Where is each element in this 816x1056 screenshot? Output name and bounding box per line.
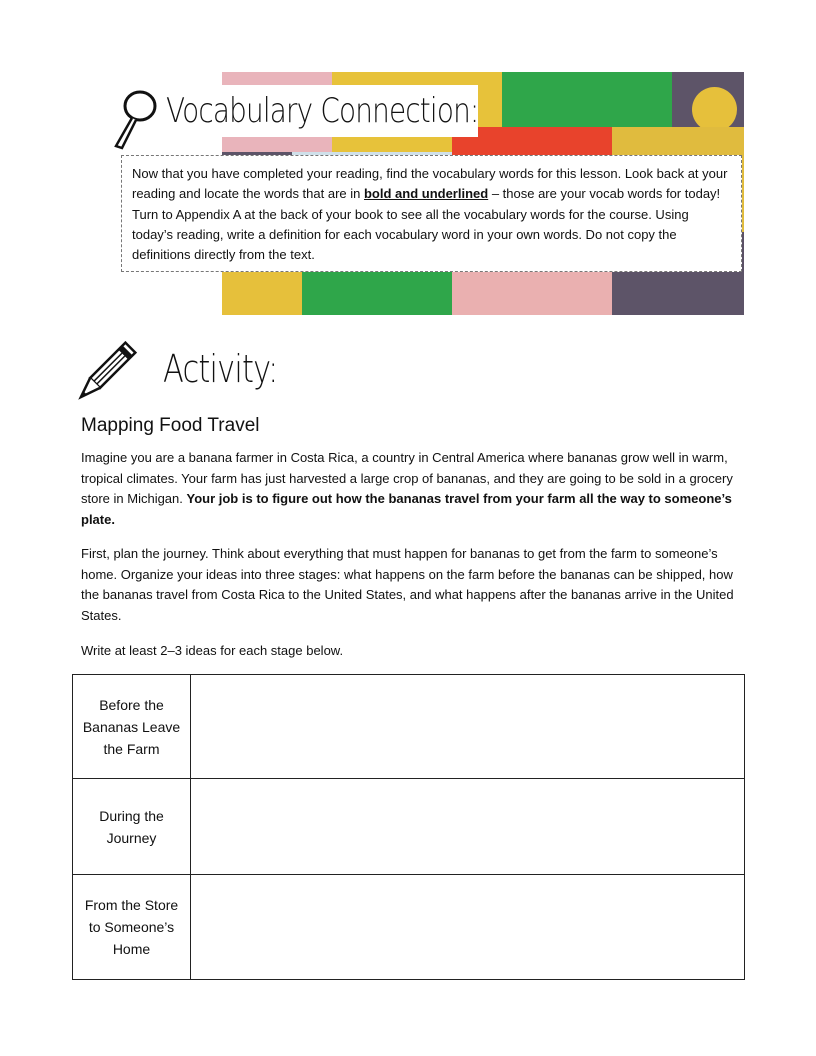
answer-cell[interactable] bbox=[191, 779, 745, 875]
stage-label: Before the Bananas Leave the Farm bbox=[73, 675, 191, 779]
stages-table bbox=[72, 674, 745, 980]
activity-subtitle: Mapping Food Travel bbox=[81, 415, 260, 436]
vocab-text: Now that you have completed your reading, find the vocabulary words for this lesson. Look back at your reading and locate the words that are in bbox=[132, 166, 728, 202]
plan-paragraph: First, plan the journey. Think about everything that must happen for bananas to get from the farm to someone’s home. Organize your ideas into three stages: what happens on the farm before the bananas can be shipped, how the bananas travel from Costa Rica to the United States, and what happens after the bananas arrive in the United States. bbox=[81, 546, 734, 623]
intro-text: Imagine you are a banana farmer in Costa Rica, a country in Central America where bananas grow well in warm, tropical climates. Your farm has just harvested a large crop of bananas, and they are going to be sold in a grocery store in Michigan. bbox=[81, 450, 733, 506]
intro-paragraph bbox=[81, 448, 746, 530]
answer-cell[interactable] bbox=[191, 675, 745, 779]
vocab-instructions bbox=[121, 155, 742, 272]
table-row bbox=[73, 875, 745, 980]
table-row bbox=[73, 779, 745, 875]
vocab-emphasis: bold and underlined bbox=[363, 186, 489, 202]
activity-title: Activity: bbox=[163, 347, 278, 391]
intro-bold: Your job is to figure out how the bananas travel from your farm all the way to someone’s plate. bbox=[81, 491, 732, 527]
stage-label: From the Store to Someone’s Home bbox=[73, 875, 191, 980]
instruction-paragraph: Write at least 2–3 ideas for each stage below. bbox=[81, 643, 344, 658]
vocab-text: – those are your vocab words for today! Turn to Appendix A at the back of your book to see all the vocabulary words for the course. Using today’s reading, write a definition for each vocabulary word in your own words. Do not copy the definitions directly from the text. bbox=[132, 186, 721, 263]
vocab-title: Vocabulary Connection: bbox=[166, 91, 479, 131]
magnifying-glass-icon bbox=[112, 88, 162, 150]
answer-cell[interactable] bbox=[191, 875, 745, 980]
pencil-icon bbox=[72, 328, 152, 404]
stage-label: During the Journey bbox=[73, 779, 191, 875]
table-row bbox=[73, 675, 745, 779]
